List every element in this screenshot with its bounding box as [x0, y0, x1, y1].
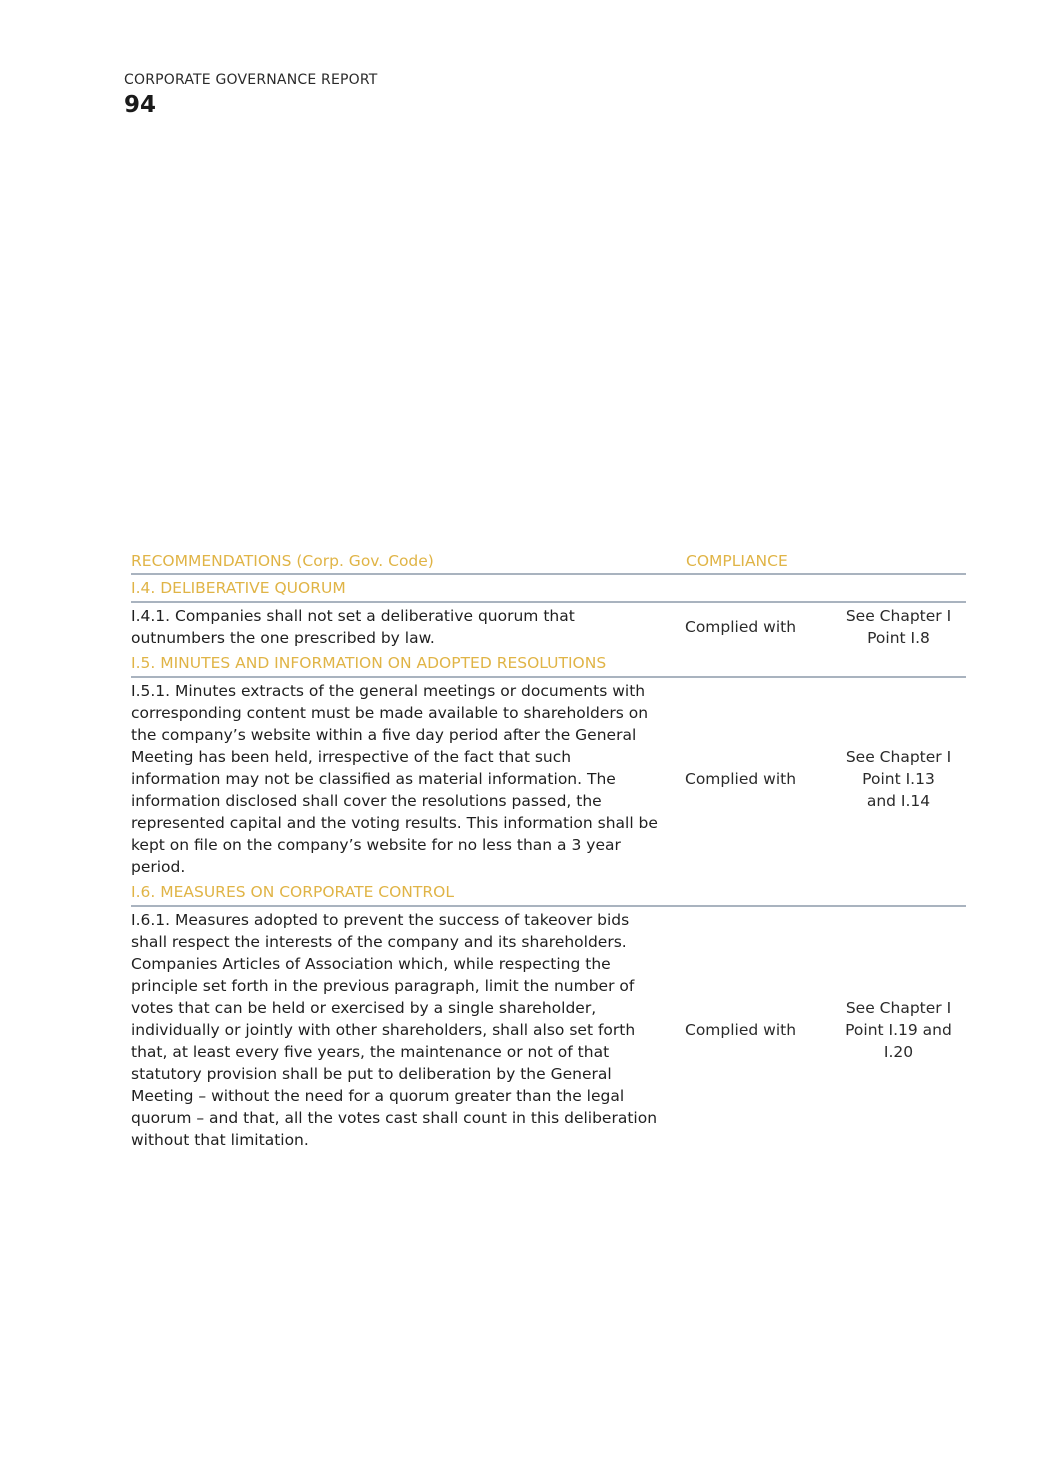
- column-header-recommendations: RECOMMENDATIONS (Corp. Gov. Code): [131, 551, 434, 570]
- chapter-reference: See Chapter I Point I.8: [845, 606, 952, 647]
- compliance-status: Complied with: [685, 1020, 797, 1039]
- recommendation-text: I.5.1. Minutes extracts of the general meetings or documents with corresponding content must be made available to shareholders on the company’s website within a five day period after the General Meeting has been held, irrespective of the fact that such information may not be classified as material information. The information disclosed shall cover the resolutions passed, the represented capital and the voting results. This information shall be kept on file on the company’s website for no less than a 3 year period.: [131, 682, 658, 876]
- column-header-compliance: COMPLIANCE: [686, 551, 788, 570]
- compliance-status: Complied with: [685, 769, 797, 788]
- section-title-deliberative-quorum: I.4. DELIBERATIVE QUORUM: [131, 575, 966, 603]
- chapter-reference: See Chapter I Point I.19 and I.20: [845, 998, 952, 1061]
- compliance-table: [131, 548, 966, 1152]
- section-title-minutes-information: I.5. MINUTES AND INFORMATION ON ADOPTED RESOLUTIONS: [131, 650, 966, 678]
- table-header: [131, 548, 966, 575]
- section-title-corporate-control: I.6. MEASURES ON CORPORATE CONTROL: [131, 879, 966, 907]
- report-title: CORPORATE GOVERNANCE REPORT: [124, 72, 378, 88]
- chapter-reference: See Chapter I Point I.13 and I.14: [845, 747, 952, 810]
- recommendation-text: I.4.1. Companies shall not set a deliberative quorum that outnumbers the one prescribed by law.: [131, 607, 575, 647]
- recommendation-text: I.6.1. Measures adopted to prevent the success of takeover bids shall respect the interests of the company and its shareholders. Companies Articles of Association which, while respecting the principle set forth in the previous paragraph, limit the number of votes that can be held or exercised by a single shareholder, individually or jointly with other shareholders, shall also set forth that, at least every five years, the maintenance or not of that statutory provision shall be put to deliberation by the General Meeting – without the need for a quorum greater than the legal quorum – and that, all the votes cast shall count in this deliberation without that limitation.: [131, 911, 658, 1149]
- table-row: [131, 603, 966, 650]
- page-header: [124, 70, 378, 119]
- page-number: 94: [124, 92, 157, 118]
- table-row: [131, 678, 966, 879]
- table-row: [131, 907, 966, 1152]
- compliance-status: Complied with: [685, 617, 797, 636]
